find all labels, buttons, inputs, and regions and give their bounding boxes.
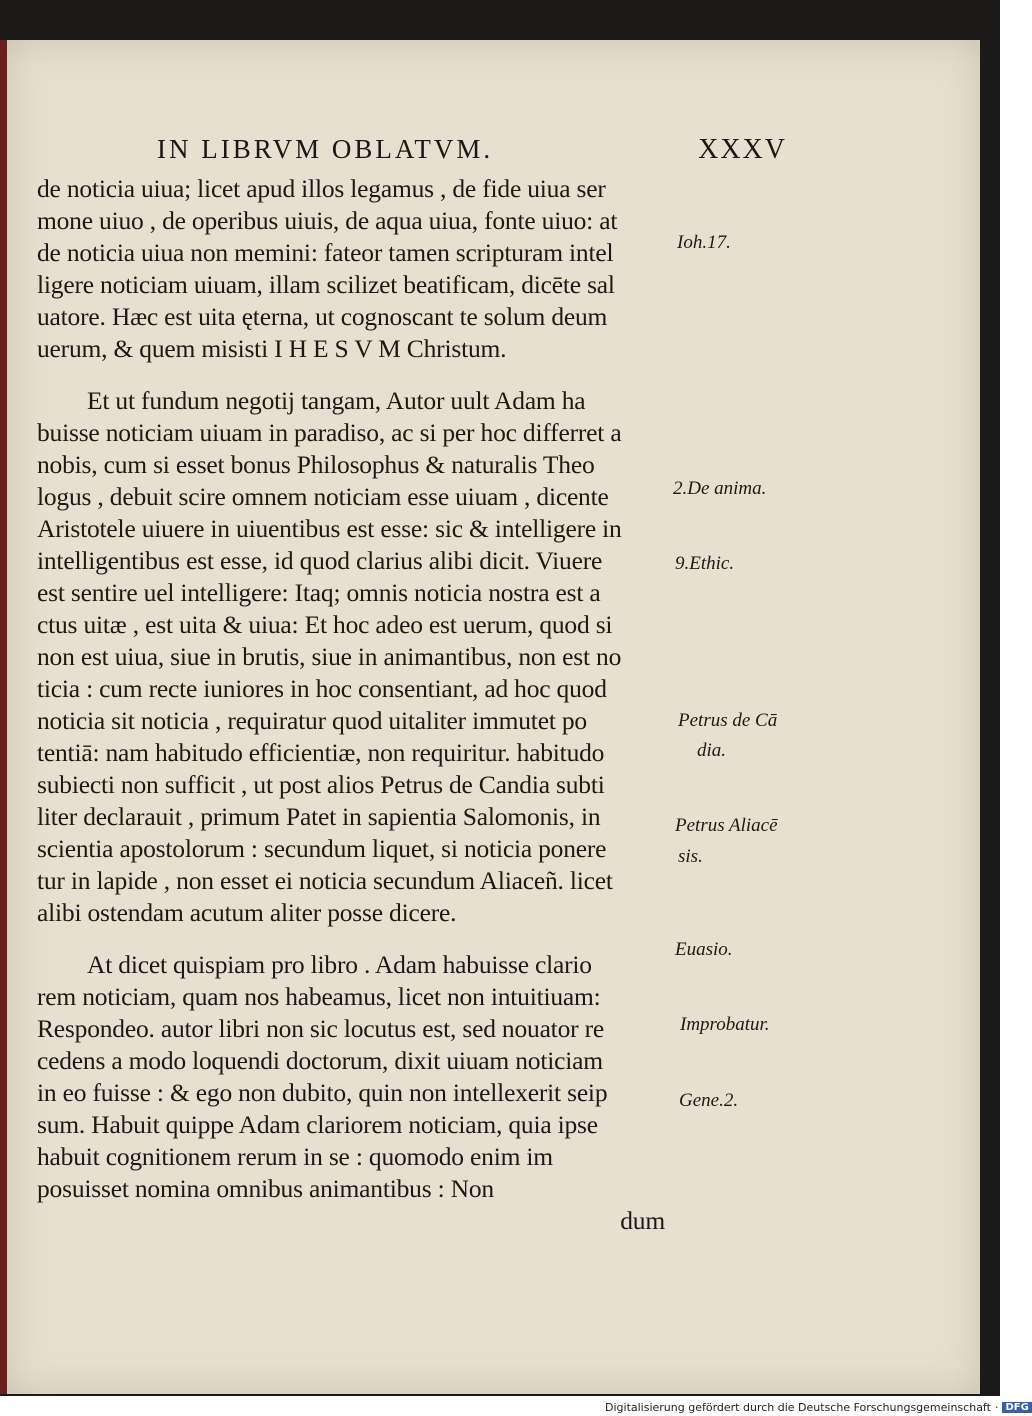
text-line: buisse noticiam uiuam in paradiso, ac si per hoc differret a [37,418,622,447]
margin-note: Gene.2. [679,1090,739,1111]
text-line: At dicet quispiam pro libro . Adam habuisse clario [87,950,592,979]
text-line: nobis, cum si esset bonus Philosophus & naturalis Theo [37,450,595,479]
funding-credit: Digitalisierung gefördert durch die Deutsche Forschungsgemeinschaft · DFG [605,1399,1000,1415]
margin-note: Ioh.17. [677,232,731,253]
text-line: cedens a modo loquendi doctorum, dixit uiuam noticiam [37,1046,603,1075]
text-line: habuit cognitionem rerum in se : quomodo enim im [37,1142,553,1171]
text-line: in eo fuisse : & ego non dubito, quin non intellexerit seip [37,1078,608,1107]
text-line: Respondeo. autor libri non sic locutus est, sed nouator re [37,1014,604,1043]
margin-note: Improbatur. [680,1014,770,1035]
text-line: Aristotele uiuere in uiuentibus est esse: sic & intelligere in [37,514,622,543]
text-line: mone uiuo , de operibus uiuis, de aqua uiua, fonte uiuo: at [37,206,618,235]
text-line: alibi ostendam acutum aliter posse dicere. [37,898,457,927]
text-line: scientia apostolorum : secundum liquet, si noticia ponere [37,834,607,863]
margin-note: dia. [697,740,727,761]
credit-text: Digitalisierung gefördert durch die Deutsche Forschungsgemeinschaft [605,1400,991,1414]
running-header [157,134,787,168]
margin-note: sis. [678,846,703,867]
text-line: non est uiua, siue in brutis, siue in animantibus, non est no [37,642,622,671]
text-line: ticia : cum recte iuniores in hoc consentiant, ad hoc quod [37,674,607,703]
text-line: de noticia uiua non memini: fateor tamen scripturam intel [37,238,614,267]
text-line: est sentire uel intelligere: Itaq; omnis noticia nostra est a [37,578,601,607]
text-line: rem noticiam, quam nos habeamus, licet non intuitiuam: [37,982,601,1011]
text-line: ligere noticiam uiuam, illam scilizet beatificam, dicēte sal [37,270,615,299]
header-title: IN LIBRVM OBLATVM. [157,134,494,164]
text-line: subiecti non sufficit , ut post alios Petrus de Candia subti [37,770,605,799]
text-line: noticia sit noticia , requiratur quod uitaliter immutet po [37,706,587,735]
margin-note: 9.Ethic. [675,553,735,574]
text-line: logus , debuit scire omnem noticiam esse uiuam , dicente [37,482,609,511]
text-line: ctus uitæ , est uita & uiua: Et hoc adeo est uerum, quod si [37,610,613,639]
text-line: Et ut fundum negotij tangam, Autor uult Adam ha [87,386,586,415]
folio-number: XXXV [698,134,787,165]
catchword: dum [620,1206,665,1235]
text-line: posuisset nomina omnibus animantibus : Non [37,1174,494,1203]
text-line: tur in lapide , non esset ei noticia secundum Aliaceñ. licet [37,866,613,895]
dfg-logo: DFG [1002,1402,1031,1413]
margin-note: 2.De anima. [673,478,767,499]
text-line: tentiā: nam habitudo efficientiæ, non requiritur. habitudo [37,738,605,767]
text-line: uatore. Hæc est uita ęterna, ut cognoscant te solum deum [37,302,608,331]
text-line: intelligentibus est esse, id quod clarius alibi dicit. Viuere [37,546,603,575]
text-line: sum. Habuit quippe Adam clariorem noticiam, quia ipse [37,1110,598,1139]
margin-note: Petrus Aliacē [675,815,778,836]
margin-note: Euasio. [675,939,733,960]
text-line: liter declarauit , primum Patet in sapientia Salomonis, in [37,802,601,831]
text-line: uerum, & quem misisti I H E S V M Christum. [37,334,507,363]
text-line: de noticia uiua; licet apud illos legamus , de fide uiua ser [37,174,606,203]
margin-note: Petrus de Cā [678,710,778,731]
